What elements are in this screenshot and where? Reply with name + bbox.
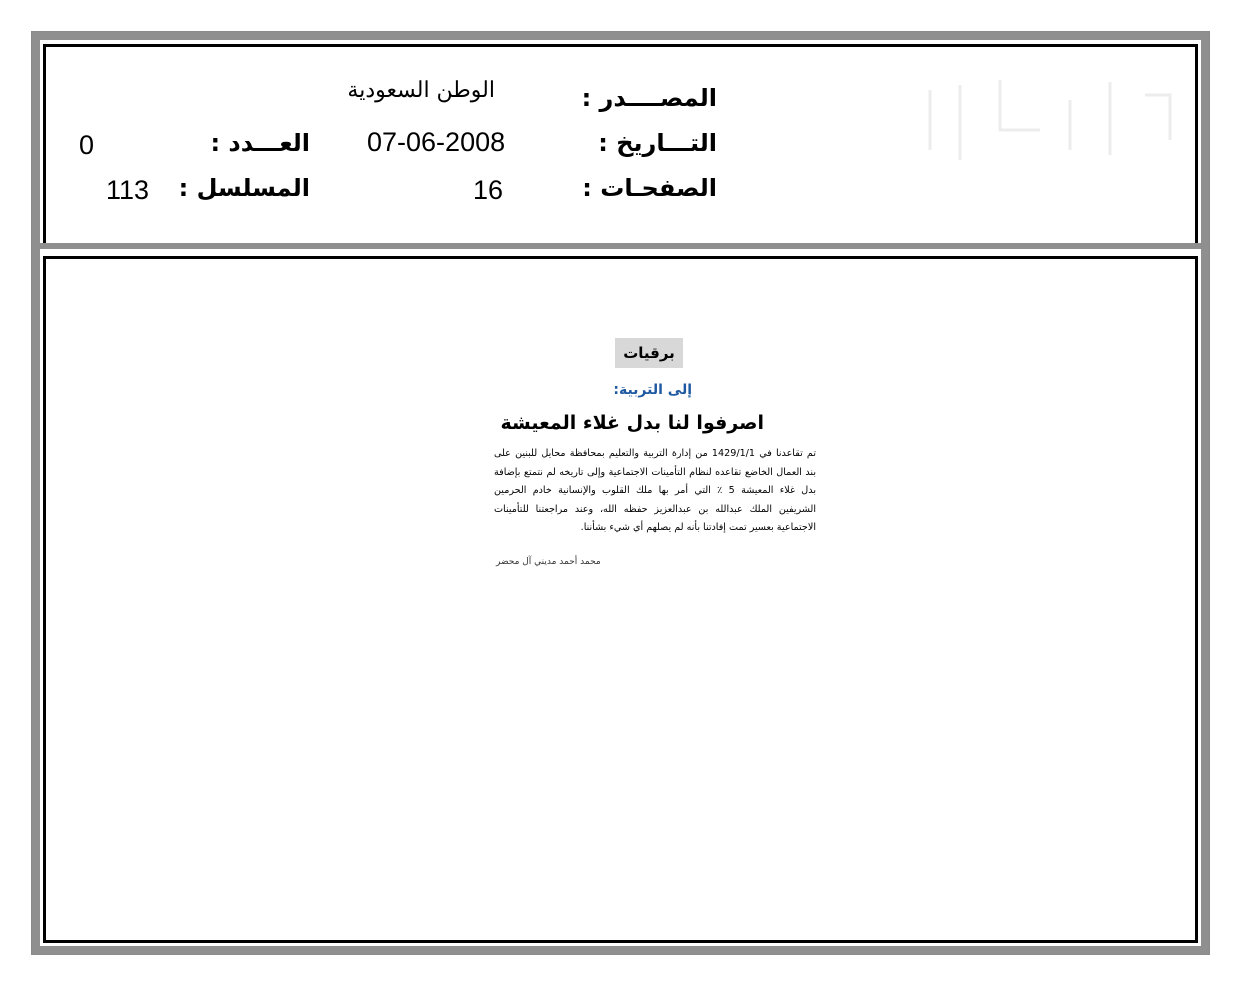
serial-label: المسلسل : xyxy=(178,174,310,202)
date-label: التـــاريخ : xyxy=(598,129,717,157)
issue-label: العـــدد : xyxy=(210,129,310,157)
article-headline: اصرفوا لنا بدل غلاء المعيشة xyxy=(500,412,764,434)
serial-value: 113 xyxy=(106,175,150,205)
article-kicker: إلى التربية: xyxy=(613,382,692,398)
pages-value: 16 xyxy=(473,175,504,205)
source-value: الوطن السعودية xyxy=(347,78,495,103)
article-byline: محمد أحمد مديني آل محضر xyxy=(496,557,601,567)
date-value: 07-06-2008 xyxy=(367,127,506,157)
article-body xyxy=(494,445,816,538)
newspaper-clipping xyxy=(490,332,820,577)
header-separator xyxy=(39,243,1202,249)
source-label: المصــــدر : xyxy=(581,84,717,112)
section-tag: برقيات xyxy=(615,338,683,368)
pages-label: الصفحـات : xyxy=(582,174,717,202)
faint-logo-watermark xyxy=(920,70,1180,165)
article-text: تم تقاعدنا في 1429/1/1 من إدارة التربية والتعليم بمحافظة محايل للبنين على بند العمال الخاضع تقاعده لنظام التأمينات الاجتماعية وإلى تاريخه لم نتمتع بإضافة بدل غلاء المعيشة 5 ٪ التي أمر بها ملك القلوب والإنسانية خادم الحرمين الشريفين الملك عبدالله بن عبدالعزيز حفظه الله، وعند مراجعتنا للتأمينات الاجتماعية بعسير تمت إفادتنا بأنه لم يصلهم أي شيء بشأننا. xyxy=(494,448,816,533)
issue-value: 0 xyxy=(79,130,95,160)
